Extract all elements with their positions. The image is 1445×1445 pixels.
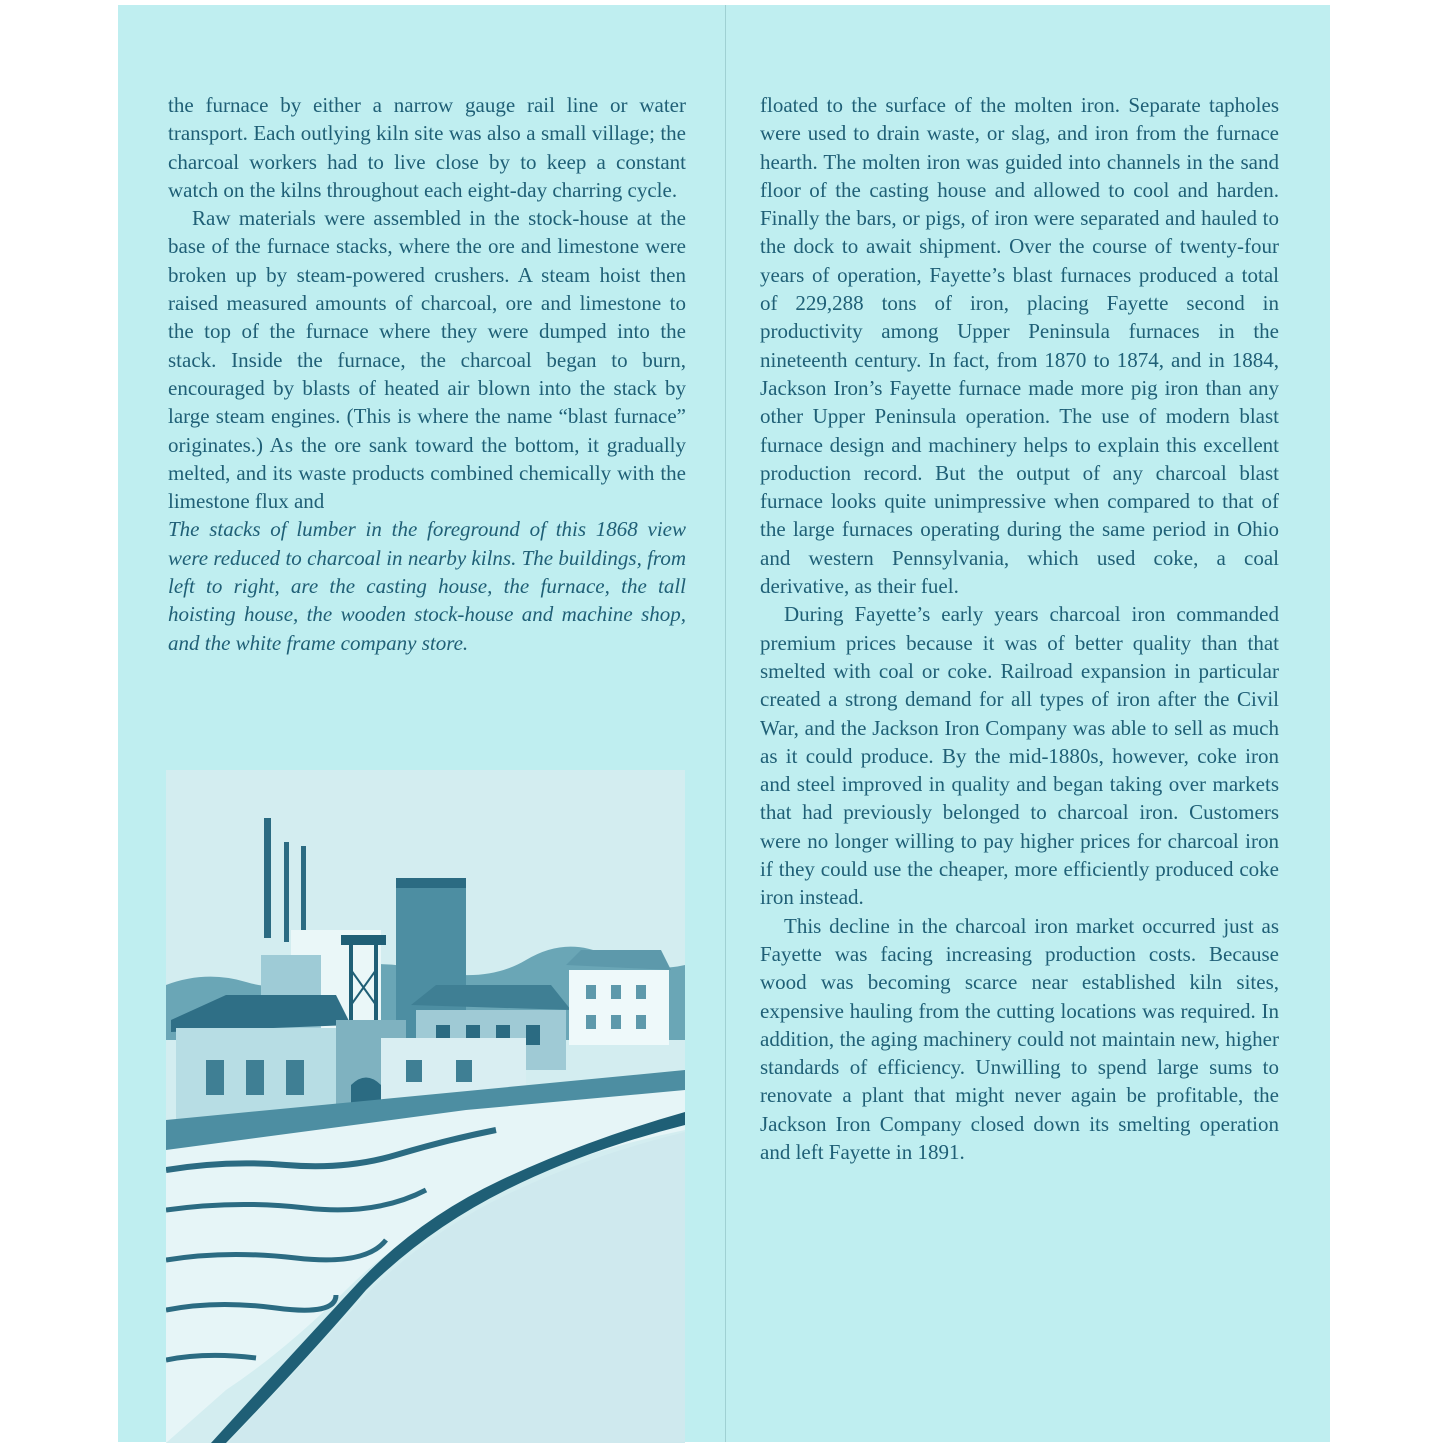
brochure-sheet [118,5,1330,1442]
photo-caption: The stacks of lumber in the foreground of this 1868 view were reduced to charcoal in nearby kilns. The buildings, from left to right, are the casting house, the furnace, the tall hoisting house, the wooden stock-house and machine shop, and the white frame company store. [168,517,686,655]
right-paragraph-2: During Fayette’s early years charcoal iron commanded premium prices because it was of better quality than that smelted with coal or coke. Railroad expansion in particular created a strong demand for all types of iron after the Civil War, and the Jackson Iron Company was able to sell as much as it could produce. By the mid-1880s, however, coke iron and steel improved in quality and began taking over markets that had previously belonged to charcoal iron. Customers were no longer willing to pay higher prices for charcoal iron if they could use the cheaper, more efficiently produced coke iron instead. [760,602,1279,910]
right-paragraph-3: This decline in the charcoal iron market occurred just as Fayette was facing increasing production costs. Because wood was becoming scarce near established kiln sites, expensive hauling from the cutting locations was required. In addition, the aging machinery could not maintain new, higher standards of efficiency. Unwilling to spend large sums to renovate a plant that might never again be profitable, the Jackson Iron Company closed down its smelting operation and left Fayette in 1891. [760,913,1279,1164]
furnace-photo-illustration [166,770,685,1443]
left-column [168,91,686,657]
right-column [760,91,1279,1166]
right-paragraph-1: floated to the surface of the molten iron. Separate tapholes were used to drain waste, or slag, and iron from the furnace hearth. The molten iron was guided into channels in the sand floor of the casting house and allowed to cool and harden. Finally the bars, or pigs, of iron were separated and hauled to the dock to await shipment. Over the course of twenty-four years of operation, Fayette’s blast furnaces produced a total of 229,288 tons of iron, placing Fayette second in productivity among Upper Peninsula furnaces in the nineteenth century. In fact, from 1870 to 1874, and in 1884, Jackson Iron’s Fayette furnace made more pig iron than any other Upper Peninsula operation. The use of modern blast furnace design and machinery helps to explain this excellent production record. But the output of any charcoal blast furnace looks quite unimpressive when compared to that of the large furnaces operating during the same period in Ohio and western Pennsylvania, which used coke, a coal derivative, as their fuel. [760,93,1279,599]
left-paragraph-1: the furnace by either a narrow gauge rail line or water transport. Each outlying kiln site was also a small village; the charcoal workers had to live close by to keep a constant watch on the kilns throughout each eight-day charring cycle. [168,93,686,202]
historic-furnace-photo [166,770,685,1443]
fold-line [725,5,726,1442]
left-paragraph-2: Raw materials were assembled in the stock-house at the base of the furnace stacks, where the ore and limestone were broken up by steam-powered crushers. A steam hoist then raised measured amounts of charcoal, ore and limestone to the top of the furnace where they were dumped into the stack. Inside the furnace, the charcoal began to burn, encouraged by blasts of heated air blown into the stack by large steam engines. (This is where the name “blast furnace” originates.) As the ore sank toward the bottom, it gradually melted, and its waste products combined chemically with the limestone flux and [168,206,686,514]
